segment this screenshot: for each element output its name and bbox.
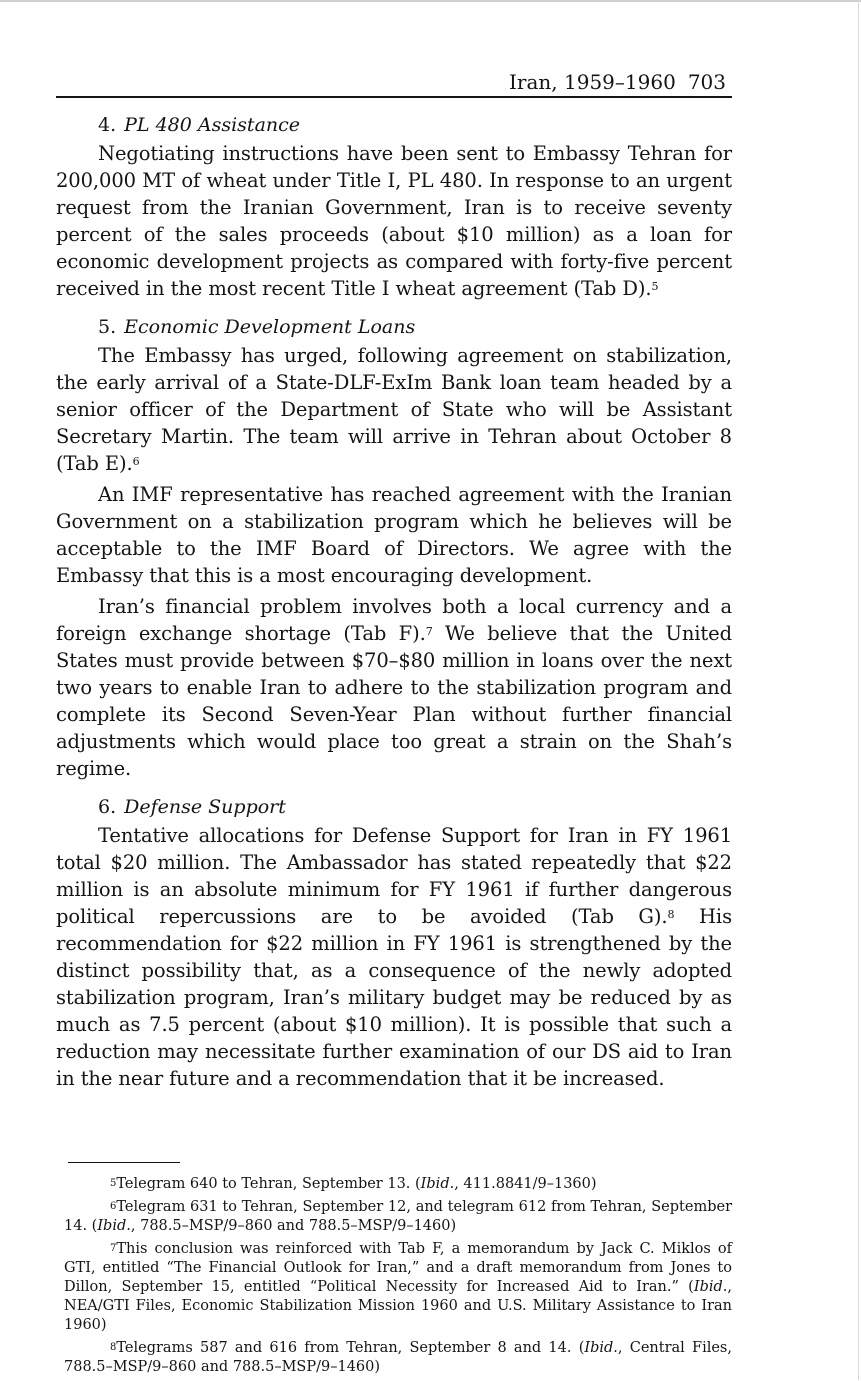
footnote-ref: 7 — [425, 625, 433, 638]
section-heading-defense-support: 6. Defense Support — [98, 796, 286, 818]
paragraph: Iran’s financial problem involves both a local currency and a foreign exchange shortage (Tab F).$^7$ We believe that the United States must provide between $70–$80 million in loans over the next two years to enable Iran to adhere to the stabilization program and complete its Second Seven-Year Plan without further financial adjustments which would place too great a strain on the Shah’s regime. — [56, 595, 732, 780]
footnote-ref: 8 — [667, 908, 675, 921]
scan-right-edge — [858, 0, 859, 1380]
paragraph: Tentative allocations for Defense Support for Iran in FY 1961 total $20 million. The Ambassador has stated repeatedly that $22 million is an absolute minimum for FY 1961 if further dangerous political repercussions are to be avoided (Tab G).$^8$ His recommendation for $22 million in FY 1961 is strengthened by the distinct possibility that, as a consequence of the newly adopted stabilization program, Iran’s military budget may be reduced by as much as 7.5 percent (about $10 million). It is possible that such a reduction may necessitate further examination of our DS aid to Iran in the near future and a recommendation that it be increased. — [56, 824, 732, 1090]
footnote-6: $^6$Telegram 631 to Tehran, September 12, and telegram 612 from Tehran, September 14. (Ibid., 788.5–MSP/9–860 and 788.5–MSP/9–1460) — [64, 1199, 732, 1234]
running-head — [56, 70, 732, 98]
footnote-7: $^7$This conclusion was reinforced with Tab F, a memorandum by Jack C. Miklos of GTI, entitled “The Financial Outlook for Iran,” and a draft memorandum from Jones to Dillon, September 15, entitled “Political Necessity for Increased Aid to Iran.” (Ibid., NEA/GTI Files, Economic Stabilization Mission 1960 and U.S. Military Assistance to Iran 1960) — [64, 1241, 732, 1333]
paragraph: Negotiating instructions have been sent to Embassy Tehran for 200,000 MT of wheat under Title I, PL 480. In response to an urgent request from the Iranian Government, Iran is to receive seventy percent of the sales proceeds (about $10 million) as a loan for economic development projects as compared with forty-five percent received in the most recent Title I wheat agreement (Tab D).$^5$ — [56, 142, 732, 300]
section-heading-pl480: 4. PL 480 Assistance — [98, 114, 301, 136]
section-heading-economic-development-loans: 5. Economic Development Loans — [98, 316, 416, 338]
running-head-title: Iran, 1959–1960 — [509, 70, 676, 94]
document-page — [56, 70, 732, 1381]
footnote-ref: 5 — [651, 280, 659, 293]
page-number: 703 — [687, 70, 726, 94]
scan-top-edge — [0, 0, 861, 2]
paragraph: An IMF representative has reached agreement with the Iranian Government on a stabilization program which he believes will be acceptable to the IMF Board of Directors. We agree with the Embassy that this is a most encouraging development. — [56, 483, 732, 587]
paragraph: The Embassy has urged, following agreement on stabilization, the early arrival of a State-DLF-ExIm Bank loan team headed by a senior officer of the Department of State who will be Assistant Secretary Martin. The team will arrive in Tehran about October 8 (Tab E).$^6$ — [56, 344, 732, 475]
footnote-5: $^5$Telegram 640 to Tehran, September 13. (Ibid., 411.8841/9–1360) — [110, 1176, 597, 1192]
footnote-8: $^8$Telegrams 587 and 616 from Tehran, September 8 and 14. (Ibid., Central Files, 788.5–MSP/9–860 and 788.5–MSP/9–1460) — [64, 1340, 732, 1375]
footnote-divider — [68, 1162, 180, 1163]
footnote-ref: 6 — [132, 455, 140, 468]
